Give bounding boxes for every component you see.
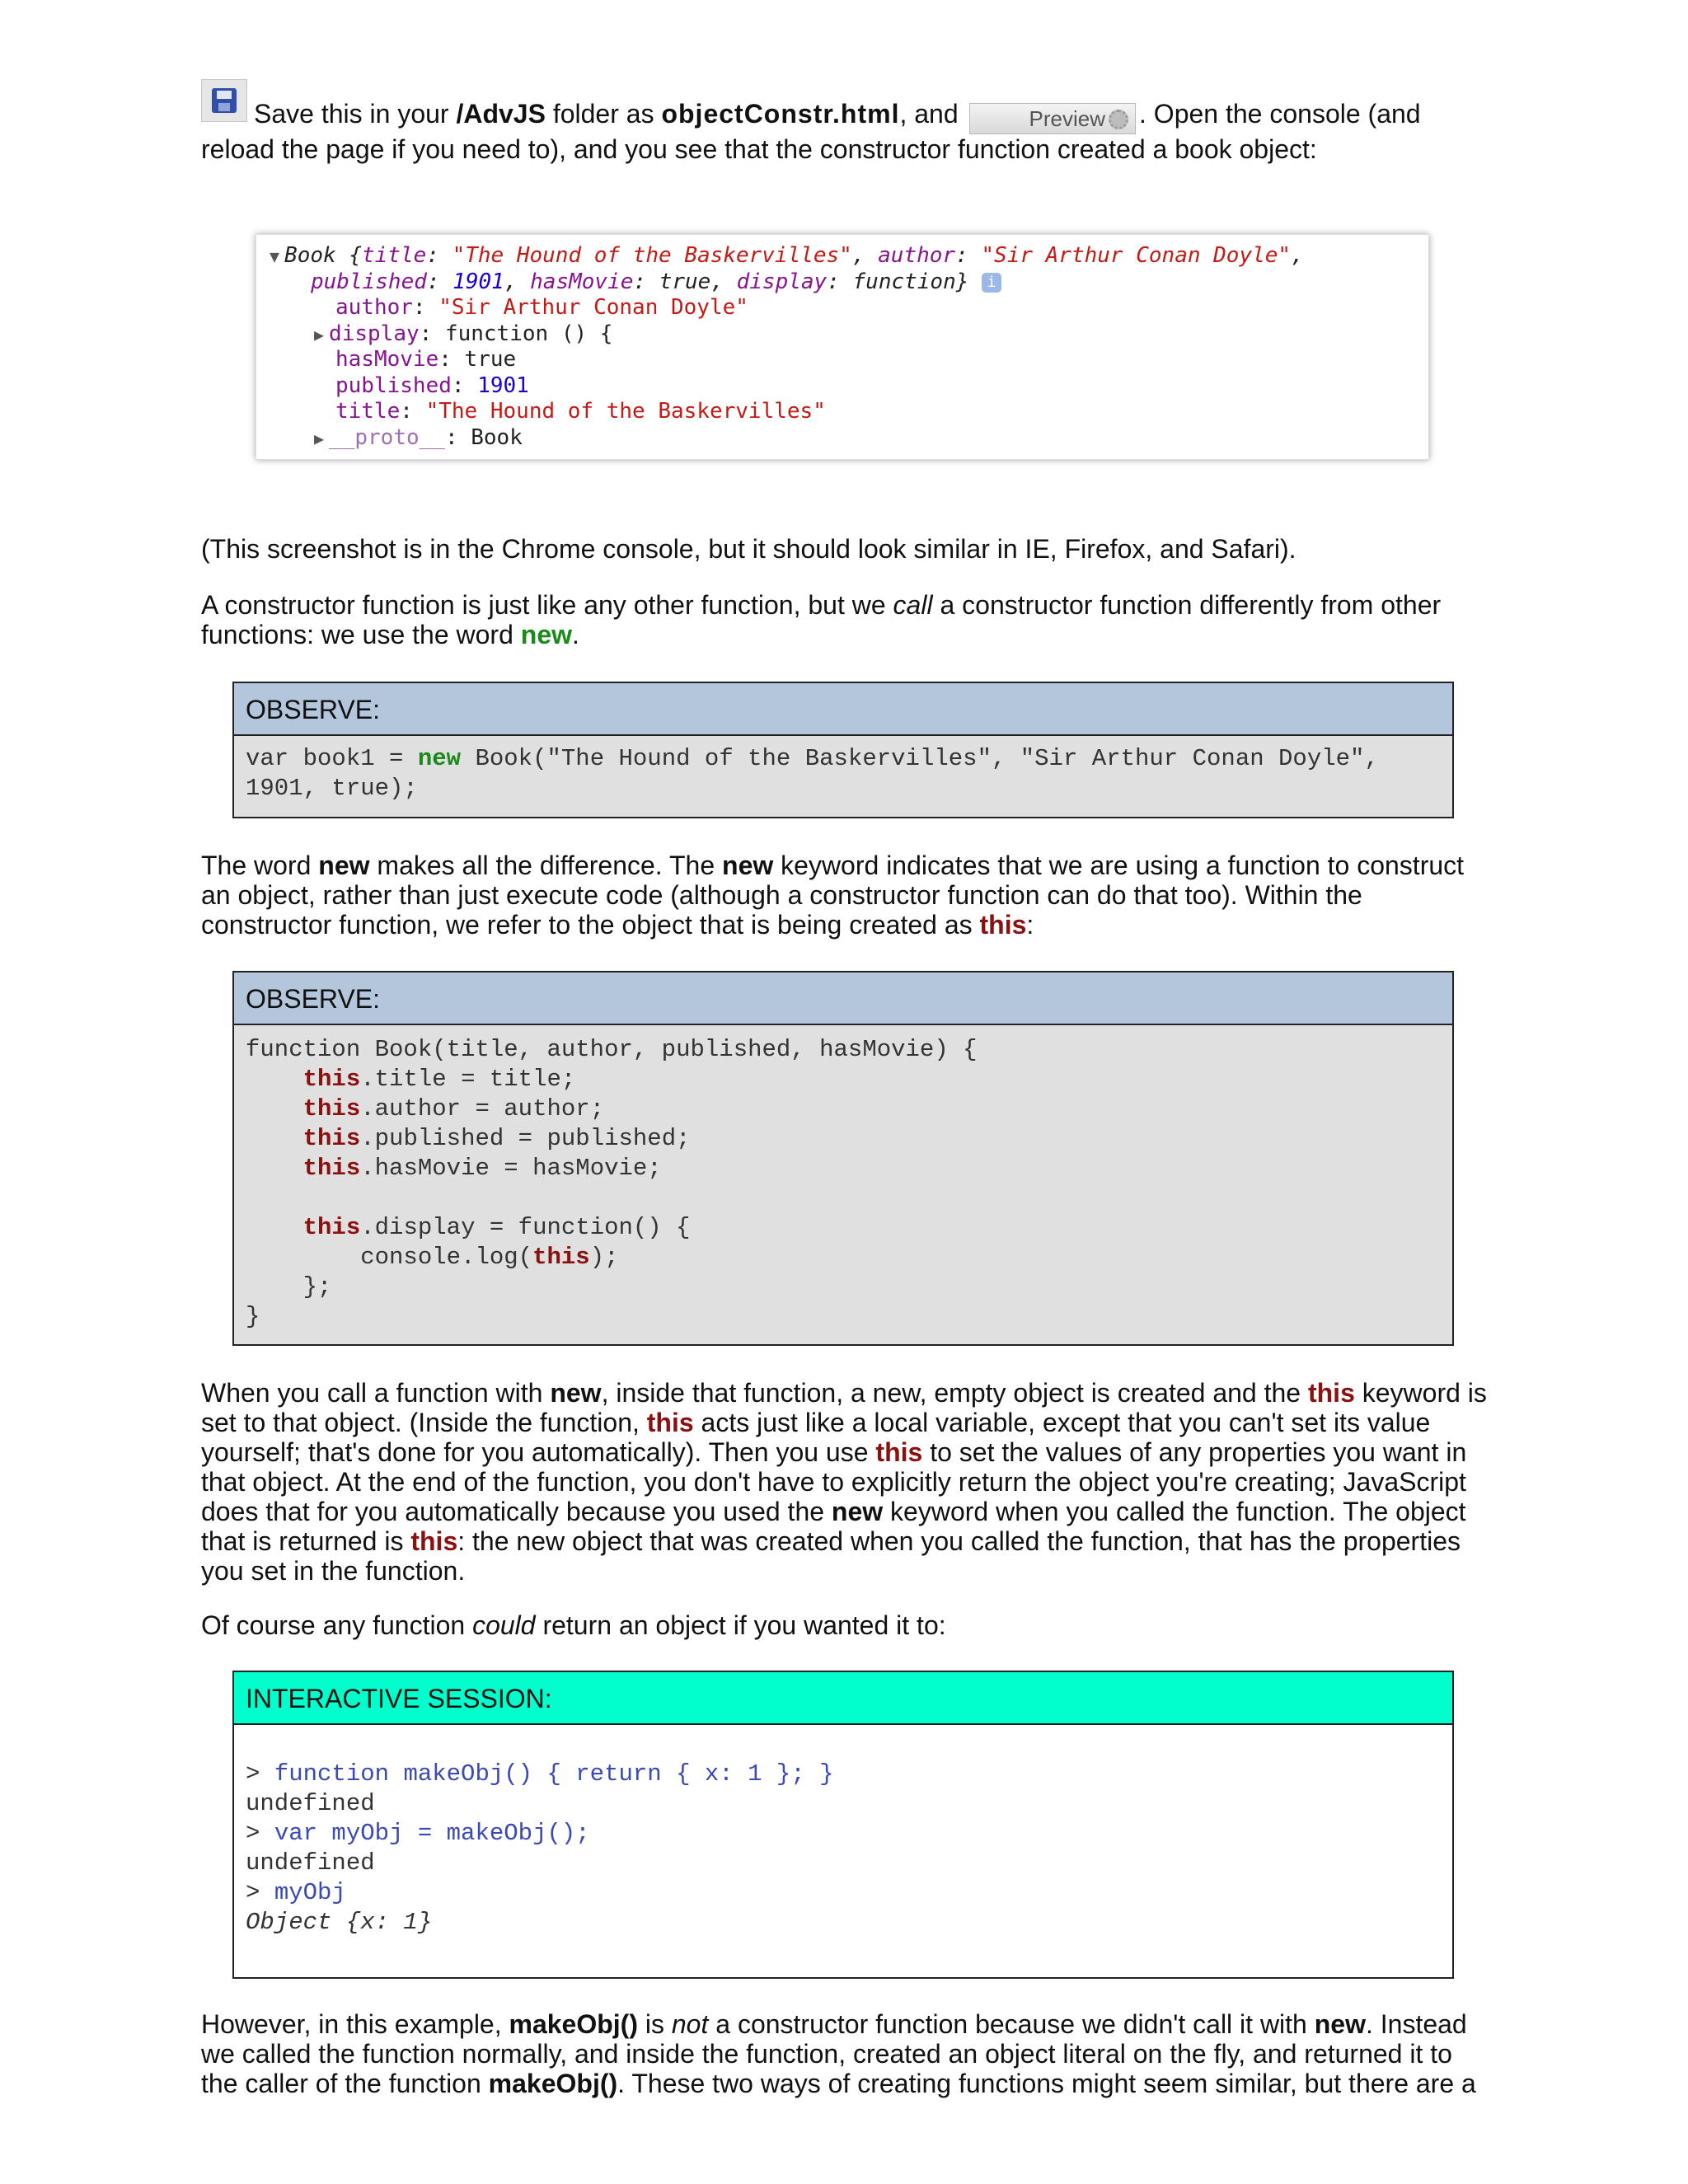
property-key: display	[329, 321, 420, 346]
console-token: :	[633, 269, 659, 294]
code-token: new	[417, 745, 462, 772]
gear-icon	[1109, 110, 1128, 129]
code-line	[246, 1243, 1441, 1272]
info-icon[interactable]: i	[982, 273, 1001, 293]
console-summary-line-2	[291, 269, 1428, 296]
however-paragraph: However, in this example, makeObj() is not a constructor function because we didn't call it with new. Instead we called the function normally, and inside the function, created an object literal on the fly, and returned it to the caller of the function makeObj(). These two ways of creating functions might seem similar, but there are a	[201, 2009, 1476, 2098]
console-token: ,	[504, 269, 531, 294]
code-line	[246, 1272, 1441, 1302]
code-line	[246, 1760, 1441, 1789]
code-token: .display = function() {	[360, 1214, 691, 1241]
property-key: __proto__	[329, 424, 445, 450]
observe-box-2	[232, 971, 1454, 1346]
of-course-paragraph: Of course any function could return an object if you wanted it to:	[201, 1610, 946, 1640]
console-token: function}	[852, 269, 969, 294]
console-property[interactable]: ▶ __proto__: Book	[314, 424, 523, 450]
code-line	[246, 1789, 1441, 1819]
console-token: "The Hound of the Baskervilles"	[452, 243, 852, 268]
console-token: published	[311, 269, 427, 294]
folder-name: /AdvJS	[456, 99, 546, 129]
code-token	[246, 1066, 303, 1093]
code-token	[246, 1095, 303, 1122]
property-key: author	[335, 295, 413, 320]
observe-heading: OBSERVE:	[234, 972, 1452, 1025]
expand-right-icon[interactable]: ▶	[314, 428, 325, 448]
code-token: undefined	[246, 1849, 375, 1877]
console-summary-line-1	[270, 243, 1428, 269]
property-value: "Sir Arthur Conan Doyle"	[438, 295, 748, 320]
code-line	[246, 744, 1441, 774]
code-token: };	[246, 1273, 332, 1301]
code-token	[246, 1155, 303, 1182]
code-token: this	[532, 1244, 590, 1271]
console-property: title: "The Hound of the Baskervilles"	[335, 399, 826, 424]
code-line	[246, 1124, 1441, 1154]
code-line	[246, 1878, 1441, 1908]
code-token: Object {x: 1}	[246, 1909, 433, 1936]
interactive-code	[234, 1725, 1452, 1977]
console-token: "Sir Arthur Conan Doyle"	[981, 243, 1292, 268]
code-line	[246, 1065, 1441, 1094]
interactive-heading: INTERACTIVE SESSION:	[234, 1672, 1452, 1725]
console-token: :	[955, 243, 982, 268]
expand-right-icon[interactable]: ▶	[314, 324, 325, 344]
property-value: true	[464, 347, 517, 372]
code-line	[246, 1302, 1441, 1332]
console-token: ,	[710, 269, 737, 294]
code-line	[246, 1908, 1441, 1938]
console-token: :	[426, 269, 453, 294]
code-token: console.log(	[246, 1244, 533, 1271]
code-token: );	[589, 1244, 619, 1271]
new-keyword-paragraph: The word new makes all the difference. The new keyword indicates that we are using a function to construct an object, rather than just execute code (although a constructor function can do that too). Within the constructor function, we refer to the object that is being created as this:	[201, 851, 1465, 940]
code-token: 1901, true);	[246, 775, 418, 802]
console-token: {	[349, 243, 362, 268]
code-token: .published = published;	[360, 1125, 691, 1152]
code-token	[246, 1214, 303, 1241]
console-token: 1901	[452, 269, 504, 294]
code-token: this	[302, 1155, 361, 1182]
console-token: :	[426, 243, 452, 268]
interactive-session-box	[232, 1671, 1454, 1979]
code-token: function Book(title, author, published, hasMovie) {	[246, 1036, 978, 1063]
property-value: function () {	[444, 321, 613, 346]
expand-down-icon[interactable]: ▼	[270, 246, 280, 266]
property-value: "The Hound of the Baskervilles"	[425, 399, 826, 424]
code-token: undefined	[246, 1790, 375, 1817]
property-key: hasMovie	[335, 347, 439, 372]
code-token: >	[246, 1820, 274, 1847]
console-token: true	[659, 269, 711, 294]
console-screenshot	[256, 234, 1429, 460]
code-line	[246, 1035, 1441, 1065]
console-token: author	[878, 243, 956, 268]
code-token: this	[302, 1125, 361, 1152]
code-token: function makeObj() { return { x: 1 }; }	[274, 1760, 834, 1788]
code-token: .title = title;	[360, 1066, 576, 1093]
code-line	[246, 1213, 1441, 1243]
code-token: .author = author;	[360, 1095, 605, 1122]
console-token: ,	[851, 243, 879, 268]
observe-box-1	[232, 682, 1454, 818]
code-token: Book("The Hound of the Baskervilles", "Sir Arthur Conan Doyle",	[461, 745, 1379, 772]
console-property: author: "Sir Arthur Conan Doyle"	[335, 295, 748, 320]
code-line	[246, 774, 1441, 804]
code-token: this	[302, 1214, 361, 1241]
code-token	[246, 1125, 303, 1152]
code-line	[246, 1819, 1441, 1849]
code-line	[246, 1094, 1441, 1124]
code-token: myObj	[274, 1879, 346, 1906]
console-token: display	[736, 269, 828, 294]
console-token: title	[361, 243, 427, 268]
code-line	[246, 1849, 1441, 1878]
code-token: var myObj = makeObj();	[274, 1820, 590, 1847]
observe-heading: OBSERVE:	[234, 683, 1452, 736]
console-property: published: 1901	[335, 373, 529, 398]
code-token: >	[246, 1760, 274, 1788]
console-property: hasMovie: true	[335, 347, 517, 372]
observe-code	[234, 736, 1452, 817]
intro-paragraph: Save this in your /AdvJS folder as objectConstr.html, and Preview . Open the console (and reload the page if you need to), and you see that the constructor function created a book object:	[201, 99, 1421, 164]
code-line	[246, 1730, 1441, 1760]
file-name: objectConstr.html	[661, 99, 900, 129]
when-you-call-paragraph: When you call a function with new, inside that function, a new, empty object is created and the this keyword is set to that object. (Inside the function, this acts just like a local variable, except that you can't set its value yourself; that's done for you automatically). Then you use this to set the values of any properties you want in that object. At the end of the function, you don't have to explicitly return the object you're creating; JavaScript does that for you automatically because you used the new keyword when you called the function. The object that is returned is this: the new object that was created when you called the function, that has the properties you set in the function.	[201, 1378, 1487, 1586]
console-token: ,	[1291, 243, 1304, 268]
code-token: }	[246, 1303, 260, 1330]
code-token: .hasMovie = hasMovie;	[360, 1155, 662, 1182]
observe-code	[234, 1025, 1452, 1344]
constructor-call-paragraph: A constructor function is just like any other function, but we call a constructor function differently from other functions: we use the word new.	[201, 590, 1442, 649]
preview-button[interactable]: Preview	[969, 103, 1136, 134]
code-token: this	[302, 1066, 361, 1093]
console-token: Book	[284, 243, 349, 268]
screenshot-note: (This screenshot is in the Chrome console, but it should look similar in IE, Firefox, and Safari).	[201, 534, 1296, 564]
property-value: Book	[471, 424, 523, 450]
property-key: published	[335, 373, 452, 398]
code-line	[246, 1154, 1441, 1183]
code-token: this	[302, 1095, 361, 1122]
console-token: :	[827, 269, 853, 294]
code-token: var book1 =	[246, 745, 418, 772]
code-token: >	[246, 1879, 274, 1906]
code-line	[246, 1183, 1441, 1213]
property-value: 1901	[477, 373, 529, 398]
property-key: title	[335, 399, 401, 424]
console-property[interactable]: ▶ display: function () {	[314, 321, 613, 346]
console-token: hasMovie	[530, 269, 634, 294]
